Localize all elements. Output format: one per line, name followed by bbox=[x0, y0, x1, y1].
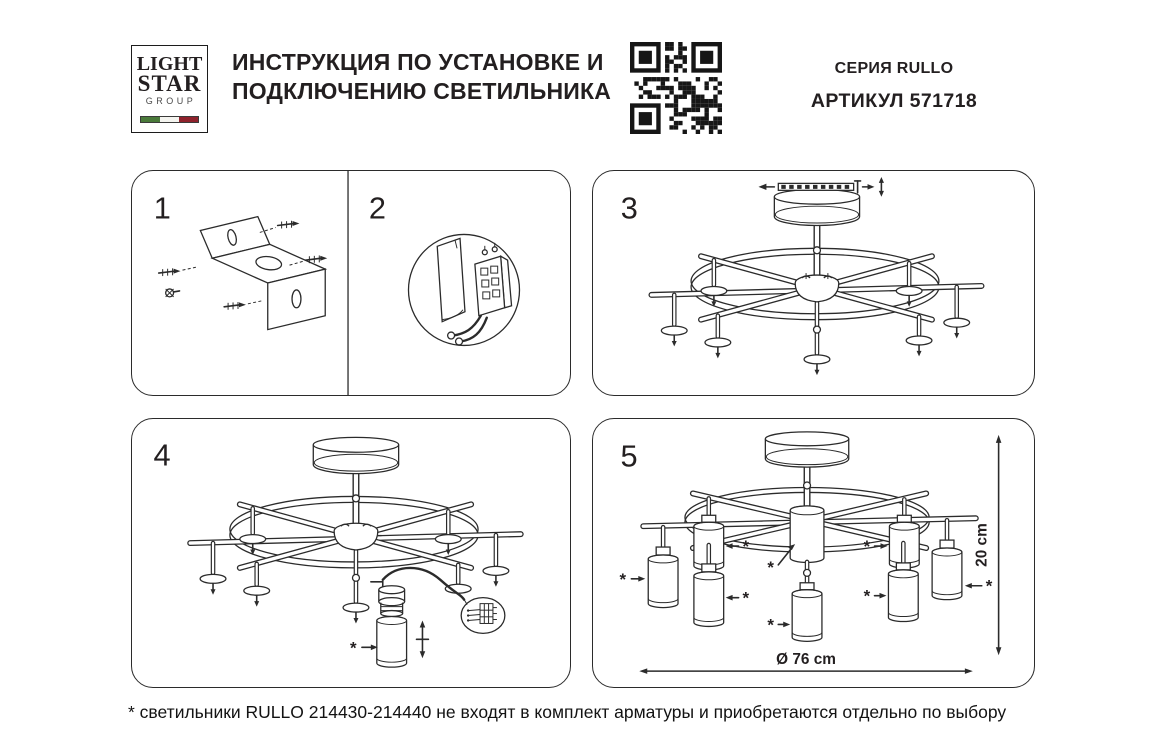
bracket-drawing bbox=[159, 217, 327, 330]
height-label: 20 cm bbox=[973, 523, 991, 567]
step-number-4: 4 bbox=[153, 437, 171, 473]
ceiling-canopy bbox=[313, 437, 398, 473]
diameter-label: Ø 76 cm bbox=[776, 651, 836, 669]
anchor-screw bbox=[159, 267, 197, 276]
asterisk-marker: * bbox=[742, 588, 750, 608]
logo-text-star: STAR bbox=[137, 71, 202, 96]
ceiling-canopy bbox=[765, 432, 848, 467]
step-panel-5 bbox=[592, 418, 1035, 688]
screw-icon bbox=[166, 289, 180, 297]
qr-code bbox=[630, 42, 722, 134]
lamp-assembly bbox=[371, 582, 407, 667]
step-panel-3 bbox=[592, 170, 1035, 396]
lightstar-logo bbox=[131, 45, 208, 133]
anchor-screw bbox=[224, 301, 262, 310]
step-panel-1-2 bbox=[131, 170, 571, 396]
asterisk-marker: * bbox=[767, 615, 774, 635]
italian-flag-icon bbox=[140, 116, 199, 123]
step3-drawing bbox=[593, 171, 1034, 395]
step1-2-drawing bbox=[132, 171, 570, 395]
step4-drawing bbox=[132, 419, 570, 687]
step-panel-4 bbox=[131, 418, 571, 688]
step-number-3: 3 bbox=[620, 190, 638, 226]
wiring-detail-drawing bbox=[408, 234, 519, 345]
qr-code-icon bbox=[630, 42, 722, 134]
footnote: * светильники RULLO 214430-214440 не входят в комплект арматуры и приобретаются отдельно по выбору bbox=[128, 702, 1007, 722]
step5-drawing bbox=[593, 419, 1034, 687]
step-number-5: 5 bbox=[620, 438, 638, 474]
product-info bbox=[768, 60, 1020, 113]
center-hub bbox=[795, 275, 839, 302]
step-number-1: 1 bbox=[153, 190, 171, 226]
terminal-detail bbox=[461, 598, 505, 634]
asterisk-marker: * bbox=[619, 569, 627, 589]
asterisk-marker: * bbox=[863, 537, 871, 557]
logo-text-light: LIGHT bbox=[136, 53, 203, 75]
article-label: АРТИКУЛ 571718 bbox=[810, 90, 978, 112]
step-number-2: 2 bbox=[368, 190, 386, 226]
height-dimension bbox=[974, 435, 1002, 655]
title-line-1: ИНСТРУКЦИЯ ПО УСТАНОВКЕ И bbox=[232, 49, 604, 75]
ceiling-canopy bbox=[774, 189, 859, 225]
asterisk-marker: * bbox=[767, 557, 774, 577]
connection-wire bbox=[383, 568, 464, 600]
asterisk-marker: * bbox=[863, 586, 871, 606]
asterisk-marker: * bbox=[985, 576, 993, 596]
logo-text-group: GROUP bbox=[145, 96, 197, 106]
diameter-dimension bbox=[639, 651, 973, 674]
title-line-2: ПОДКЛЮЧЕНИЮ СВЕТИЛЬНИКА bbox=[232, 78, 612, 104]
series-label: СЕРИЯ RULLO bbox=[834, 60, 954, 77]
asterisk-marker: * bbox=[742, 537, 750, 557]
anchor-screw bbox=[260, 221, 300, 233]
asterisk-marker: * bbox=[350, 638, 357, 658]
page-title bbox=[232, 48, 611, 106]
insert-direction-arrow bbox=[417, 620, 429, 658]
